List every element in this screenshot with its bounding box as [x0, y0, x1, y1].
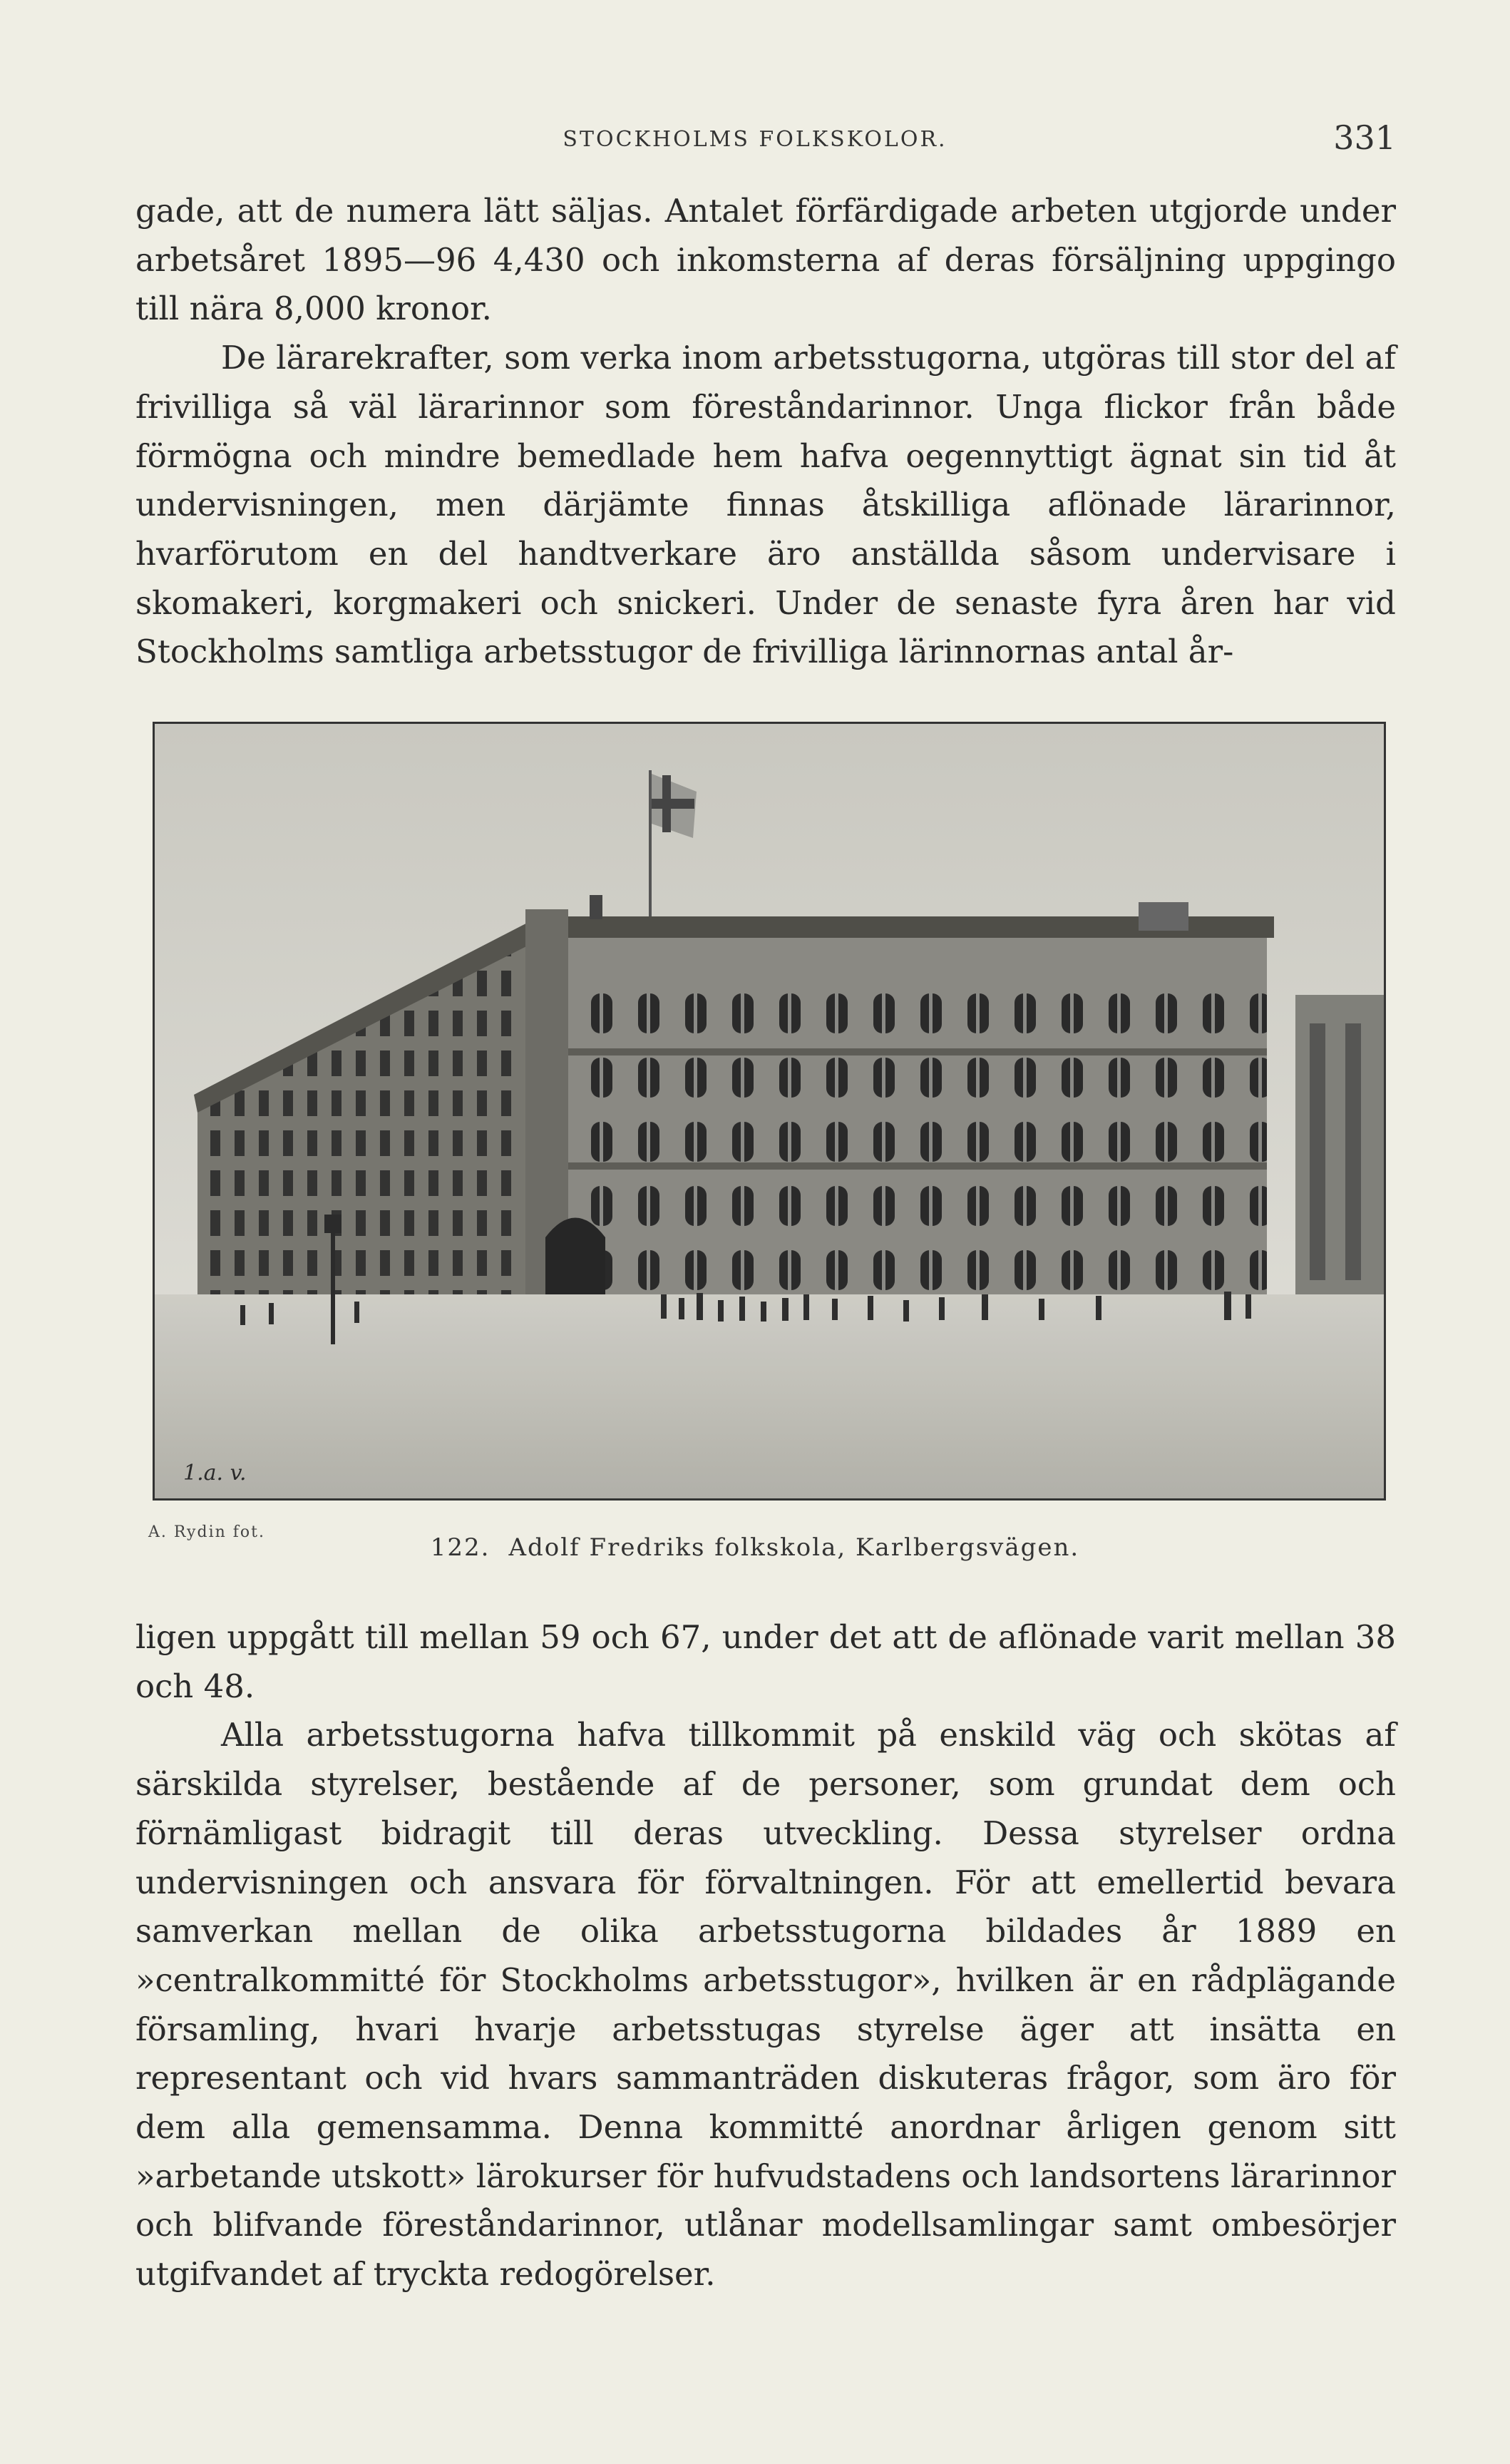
figure-number: 122.	[430, 1533, 491, 1562]
running-head: STOCKHOLMS FOLKSKOLOR.	[563, 127, 947, 152]
page-number: 331	[1333, 118, 1396, 157]
photo-credit: A. Rydin fot.	[148, 1523, 265, 1541]
top-text-block	[135, 187, 1396, 677]
paragraph: gade, att de numera lätt säljas. Antalet förfärdigade arbeten utgjorde under arbetsåret 1895—96 4,430 och inkomsterna af deras försäljning uppgingo till nära 8,000 kronor.	[135, 192, 1396, 328]
school-building-photo	[153, 722, 1386, 1501]
bottom-text-block	[135, 1613, 1396, 2299]
figure-caption	[0, 1533, 1510, 1562]
paragraph: De lärarekrafter, som verka inom arbetsstugorna, utgöras till stor del af frivilliga så väl lärarinnor som föreståndarinnor. Unga flickor från både förmögna och mindre bemedlade hem hafva oegennyttigt ägnat sin tid åt undervisningen, men därjämte finnas åtskilliga aflönade lärarinnor, hvarförutom en del handtverkare äro anställda såsom undervisare i skomakeri, korgmakeri och snickeri. Under de senaste fyra åren har vid Stockholms samtliga arbetsstugor de frivilliga lärinnornas antal år-	[135, 339, 1396, 671]
photo-signature: 1.a. v.	[183, 1461, 247, 1486]
paragraph: Alla arbetsstugorna hafva tillkommit på enskild väg och skötas af särskilda styrelser, bestående af de personer, som grundat dem och förnämligast bidragit till deras utveckling. Dessa styrelser ordna undervisningen och ansvara för förvaltningen. För att emellertid bevara samverkan mellan de olika arbetsstugorna bildades år 1889 en »centralkommitté för Stockholms arbetsstugor», hvilken är en rådplägande församling, hvari hvarje arbetsstugas styrelse äger att insätta en representant och vid hvars sammanträden diskuteras frågor, som äro för dem alla gemensamma. Denna kommitté anordnar årligen genom sitt »arbetande utskott» lärokurser för hufvudstadens och landsortens lärarinnor och blifvande föreståndarinnor, utlånar modellsamlingar samt ombesörjer utgifvandet af tryckta redogörelser.	[135, 1716, 1396, 2294]
paragraph: ligen uppgått till mellan 59 och 67, under det att de aflönade varit mellan 38 och 48.	[135, 1618, 1396, 1705]
figure-caption-text: Adolf Fredriks folkskola, Karlbergsvägen.	[508, 1533, 1080, 1562]
